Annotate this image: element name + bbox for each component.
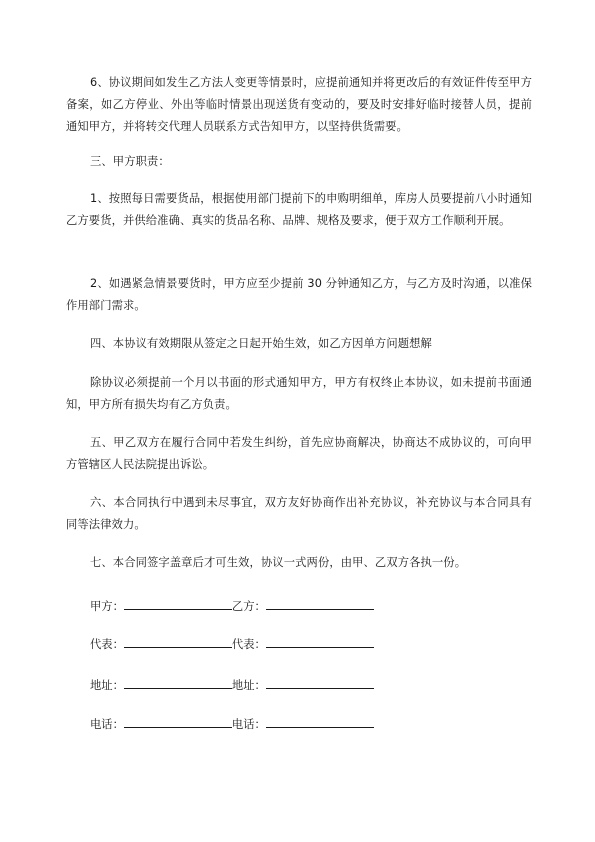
signature-row-phone — [90, 714, 540, 736]
phone-b-blank — [266, 715, 374, 728]
section-6-paragraph: 六、本合同执行中遇到未尽事宜，双方友好协商作出补充协议，补充协议与本合同具有同等法律效力。 — [66, 496, 532, 531]
addr-b-label: 地址： — [231, 679, 266, 692]
section-7-paragraph: 七、本合同签字盖章后才可生效，协议一式两份，由甲、乙双方各执一份。 — [90, 556, 467, 569]
addr-a-blank — [124, 676, 232, 689]
party-b-label: 乙方： — [231, 600, 266, 613]
signature-row-address — [90, 675, 540, 697]
rep-b-blank — [266, 635, 374, 648]
rep-b-label: 代表： — [231, 638, 266, 651]
section-4-paragraph: 四、本协议有效期限从签定之日起开始生效，如乙方因单方问题想解 — [90, 337, 432, 350]
rep-a-label: 代表： — [90, 638, 124, 651]
clause-6-paragraph: 6、协议期间如发生乙方法人变更等情景时，应提前通知并将更改后的有效证件传至甲方备案，如乙方停业、外出等临时情景出现送货有变动的，要及时安排好临时接替人员，提前通知甲方，并将转交代理人员联系方式告知甲方，以坚持供货需要。 — [66, 76, 532, 133]
phone-a-blank — [124, 715, 232, 728]
signature-row-party — [90, 596, 540, 618]
signature-row-representative — [90, 634, 540, 656]
addr-b-blank — [266, 676, 374, 689]
termination-paragraph: 除协议必须提前一个月以书面的形式通知甲方，甲方有权终止本协议，如未提前书面通知，甲方所有损失均有乙方负责。 — [66, 376, 532, 411]
section-5-paragraph: 五、甲乙双方在履行合同中若发生纠纷，首先应协商解决，协商达不成协议的，可向甲方管辖区人民法院提出诉讼。 — [66, 436, 532, 471]
party-a-duty-1-paragraph: 1、按照每日需要货品，根据使用部门提前下的申购明细单，库房人员要提前八小时通知乙方要货，并供给准确、真实的货品名称、品牌、规格及要求，便于双方工作顺利开展。 — [66, 192, 532, 227]
party-a-duty-2-paragraph: 2、如遇紧急情景要货时，甲方应至少提前 30 分钟通知乙方，与乙方及时沟通，以准保作用部门需求。 — [66, 277, 532, 312]
section-3-heading: 三、甲方职责： — [90, 155, 170, 168]
addr-a-label: 地址： — [90, 679, 124, 692]
rep-a-blank — [124, 635, 232, 648]
phone-b-label: 电话： — [231, 718, 266, 731]
party-a-label: 甲方： — [90, 600, 124, 613]
phone-a-label: 电话： — [90, 718, 124, 731]
party-a-blank — [124, 597, 232, 610]
party-b-blank — [266, 597, 374, 610]
